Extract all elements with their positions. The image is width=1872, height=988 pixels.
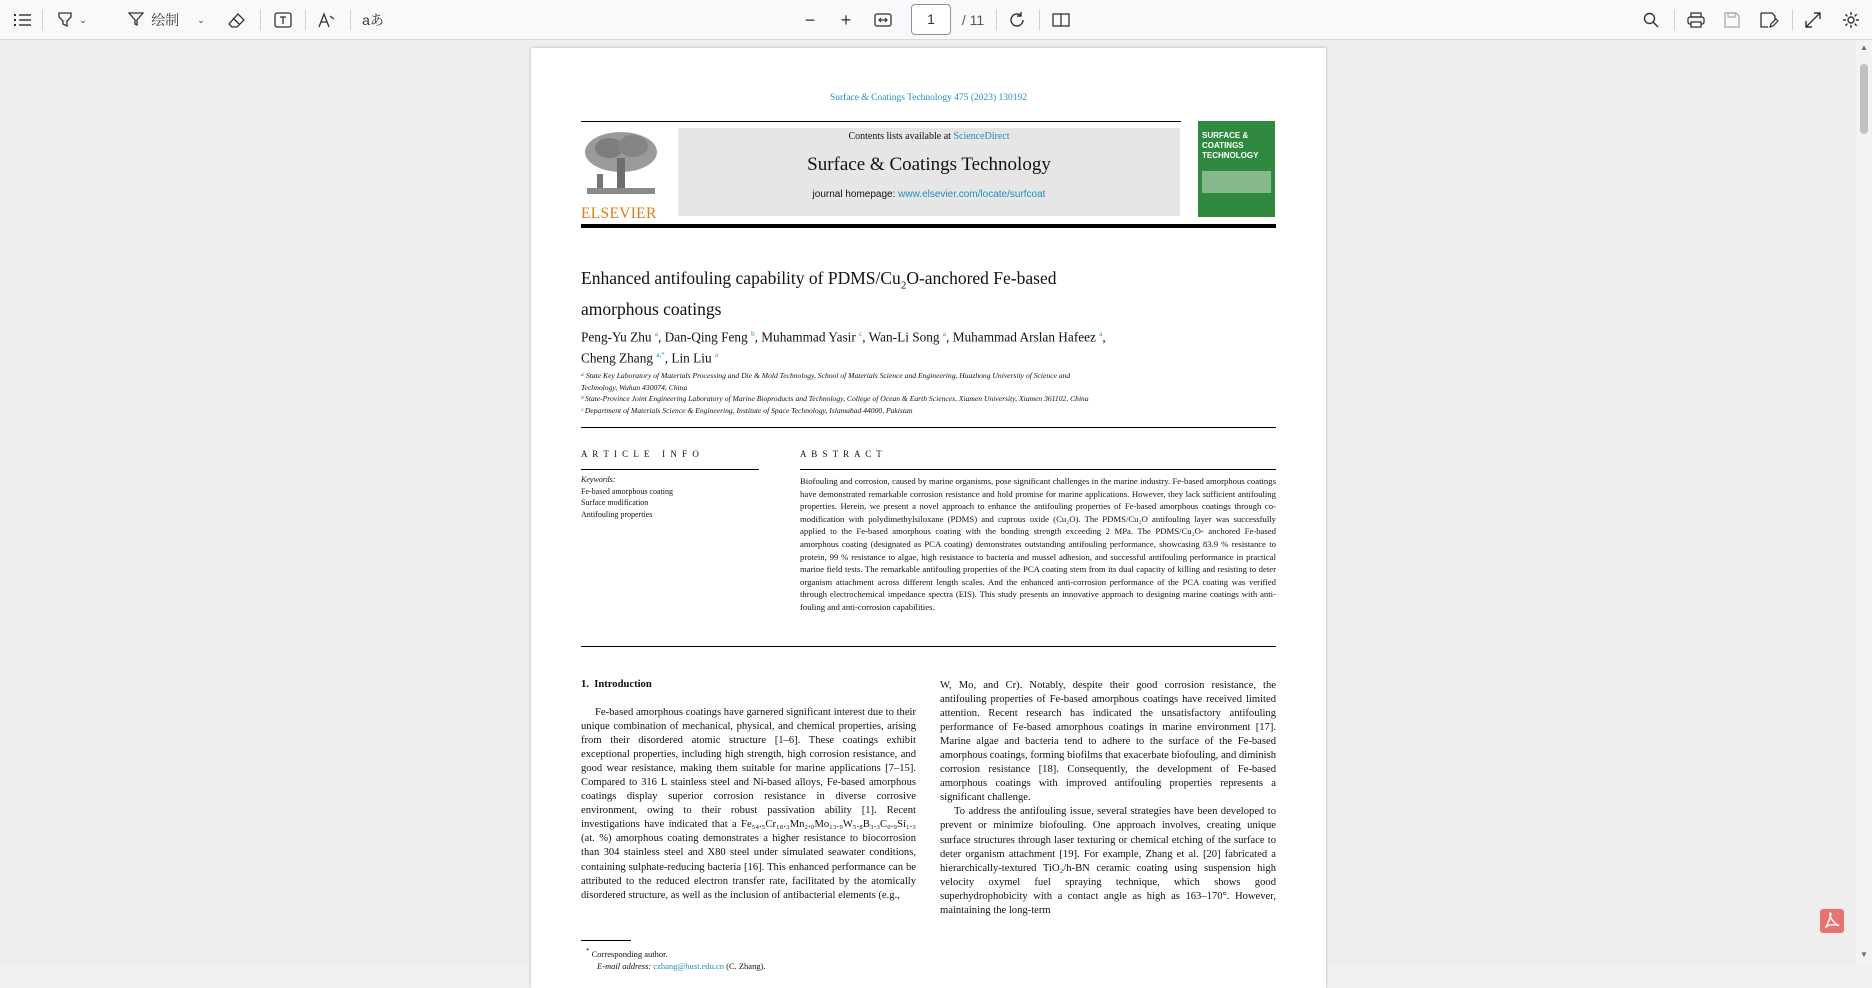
section-rule: [581, 427, 1276, 428]
journal-name: Surface & Coatings Technology: [807, 154, 1051, 175]
footnote-text: Corresponding author.: [591, 948, 668, 959]
sidebar-toggle-icon[interactable]: [10, 7, 36, 33]
author-name[interactable]: Cheng Zhang: [581, 350, 654, 366]
publisher-name: ELSEVIER: [581, 205, 657, 222]
document-viewer[interactable]: [0, 40, 1856, 971]
journal-banner: [678, 128, 1180, 216]
keyword: Fe-based amorphous coating: [581, 486, 673, 496]
author-name[interactable]: Wan-Li Song: [868, 329, 940, 345]
vertical-scrollbar[interactable]: [1856, 40, 1872, 964]
affiliation-line: ᶜ Department of Materials Science & Engineering, Institute of Space Technology, Islamabad 44000, Pakistan: [581, 405, 913, 415]
sciencedirect-link[interactable]: ScienceDirect: [953, 131, 1010, 142]
cover-image: [1202, 171, 1271, 193]
homepage-prefix: journal homepage:: [812, 189, 896, 200]
homepage-link[interactable]: www.elsevier.com/locate/surfcoat: [898, 189, 1046, 200]
search-icon[interactable]: [1638, 7, 1664, 33]
author-name[interactable]: Muhammad Arslan Hafeez: [952, 329, 1096, 345]
page-total: / 11: [961, 12, 985, 28]
footnote-rule: [581, 940, 631, 941]
cover-title: SURFACE & COATINGS TECHNOLOGY: [1202, 131, 1259, 160]
keywords-block: [581, 474, 673, 520]
email-label: E-mail address:: [597, 960, 652, 971]
author-list: Peng-Yu Zhu $^a$, Dan-Qing Feng $^b$, Muhammad Yasir $^c$, Wan-Li Song $^a$, Muhammad Arslan Hafeez $^a$, Cheng Zhang $^{a,*}$, Lin Liu $^a$: [581, 329, 1106, 366]
section-heading: 1. Introduction: [581, 679, 652, 690]
scrollbar-thumb[interactable]: [1860, 64, 1868, 134]
fullscreen-icon[interactable]: [1800, 7, 1826, 33]
save-icon[interactable]: [1719, 7, 1745, 33]
eraser-icon[interactable]: [224, 7, 250, 33]
abstract-text: Biofouling and corrosion, caused by marine organisms, pose significant challenges in the marine industry. Fe-based amorphous coatings have demonstrated remarkable corrosion resistance and hold promise for marine applications. However, they lack sufficient antifouling properties. Herein, we present a novel approach to enhance the antifouling properties of Fe-based amorphous coatings through co-modification with polydimethylsiloxane (PDMS) and cuprous oxide (Cu₂O). The PDMS/Cu₂O antifouling layer was successfully applied to the Fe-based amorphous coating with the bonding strength exceeding 2 MPa. The PDMS/Cu₂O- anchored Fe-based amorphous coating (designated as PCA coating) demonstrates outstanding antifouling performance, showcasing 83.9 % resistance to protein, 99 % resistance to algae, high resistance to bacteria and mussel adhesion, and successful antifouling performance in practical marine field tests. The remarkable antifouling properties of the PCA coating stem from its dual capacity of killing and resisting to deter organism attachment across different length scales. And the enhanced anti-corrosion performance of the PCA coating was verified through electrochemical impedance spectra (EIS). This study presents an innovative approach to designing marine coatings with anti-fouling and anti-corrosion capabilities.: [800, 476, 1276, 612]
chevron-down-icon: ⌄: [197, 14, 205, 25]
draw-label: 绘制: [151, 12, 180, 28]
keyword: Antifouling properties: [581, 509, 653, 519]
zoom-in-icon[interactable]: +: [840, 9, 852, 30]
intro-paragraph: Fe-based amorphous coatings have garnered significant interest due to their unique combination of mechanical, physical, and chemical properties, arising from their disordered atomic structure [1–6]. These coatings exhibit exceptional properties, including high strength, high corrosion resistance, and good wear resistance, making them suitable for marine applications [7–15]. Compared to 316 L stainless steel and Ni-based alloys, Fe-based amorphous coatings display superior corrosion resistance in diverse corrosive environment, owing to their robust passivation ability [1]. Recent investigations have indicated that a Fe₅₄.₅Cr₁₈.₃Mn₂.₀Mo₁₃.₉W₅.₈B₃.₃C₀.₉Si₁.₃ (at. %) amorphous coating demonstrates a higher resistance to biocorrosion than 304 stainless steel and X80 steel under simulated seawater conditions, containing sulphate-reducing bacteria [16]. This enhanced performance can be attributed to the reduced electron transfer rate, facilitated by the atomically disordered structure, as well as the inclusion of antibacterial elements (e.g.,: [581, 707, 916, 901]
text-style-icon[interactable]: [314, 7, 340, 33]
draw-tool-button[interactable]: [122, 7, 210, 33]
header-thick-rule: [581, 224, 1276, 228]
page-number-input[interactable]: 1: [911, 4, 951, 35]
journal-cover: [1198, 121, 1275, 217]
pdf-app-icon[interactable]: [1820, 909, 1844, 933]
affiliation-line: Technology, Wuhan 430074, China: [581, 382, 688, 392]
print-icon[interactable]: [1683, 7, 1709, 33]
highlight-icon: [57, 11, 73, 30]
abstract-rule: [800, 469, 1276, 470]
fit-page-icon[interactable]: [870, 7, 896, 33]
scroll-down-icon[interactable]: ▼: [1860, 950, 1868, 959]
text-box-icon[interactable]: [270, 7, 296, 33]
translate-icon[interactable]: aあ: [362, 12, 384, 28]
author-name[interactable]: Peng-Yu Zhu: [581, 329, 652, 345]
journal-reference: Surface & Coatings Technology 475 (2023) 130192: [829, 93, 1028, 103]
rotate-icon[interactable]: [1004, 7, 1030, 33]
pdf-toolbar: [0, 0, 1872, 40]
highlight-tool-button[interactable]: [52, 7, 92, 33]
scroll-up-icon[interactable]: ▲: [1860, 43, 1868, 52]
article-title: Enhanced antifouling capability of PDMS/$Cu_2O$-anchored Fe-based amorphous coatings: [581, 268, 1057, 319]
zoom-out-icon[interactable]: −: [804, 9, 816, 30]
author-name[interactable]: Muhammad Yasir: [761, 329, 856, 345]
header-rule: [581, 121, 1181, 122]
abstract-heading: A B S T R A C T: [800, 449, 884, 459]
author-name[interactable]: Dan-Qing Feng: [664, 329, 748, 345]
edit-save-icon[interactable]: [1756, 7, 1782, 33]
draw-icon: [127, 11, 145, 30]
author-name[interactable]: Lin Liu: [671, 350, 712, 366]
chevron-down-icon: ⌄: [79, 14, 87, 25]
intro-column-right: [940, 679, 1276, 918]
article-info-rule: [581, 469, 759, 470]
contents-prefix: Contents lists available at: [848, 131, 951, 142]
settings-icon[interactable]: [1838, 7, 1864, 33]
affiliation-line: ᵃ State Key Laboratory of Materials Processing and Die & Mold Technology, School of Materials Science and Engineering, Huazhong University of Science and: [581, 371, 1071, 380]
elsevier-logo: [581, 130, 661, 225]
keyword: Surface modification: [581, 498, 649, 507]
contents-line: [678, 131, 1180, 142]
pdf-page: [531, 48, 1326, 988]
keywords-label: Keywords:: [581, 475, 616, 484]
affiliation-line: ᵇ State-Province Joint Engineering Laboratory of Marine Bioproducts and Technology, College of Ocean & Earth Sciences, Xiamen University, Xiamen 361102, China: [581, 394, 1089, 403]
footnote: * Corresponding author. E-mail address: czhang@hust.edu.cn (C. Zhang).: [586, 947, 766, 971]
homepage-line: [678, 189, 1180, 200]
intro-column-left: [581, 706, 916, 903]
intro-paragraph: To address the antifouling issue, several strategies have been developed to prevent or minimize biofouling. One approach involves, creating unique surface structures through laser texturing or chemical etching of the surface to deter organism attachment [19]. For example, Zhang et al. [20] fabricated a hierarchically-textured TiO₂/h-BN ceramic coating using suspension high velocity oxymel fuel spraying technique, which shows good superhydrophobicity with a contact angle as high as 163–170°. However, maintaining the long-term: [940, 806, 1276, 916]
email-link[interactable]: czhang@hust.edu.cn: [653, 960, 724, 971]
affiliations: [581, 370, 1201, 416]
intro-paragraph: W, Mo, and Cr). Notably, despite their good corrosion resistance, the antifouling properties of Fe-based amorphous coatings have received limited attention. Recent research has indicated the unsatisfactory antifouling performance of Fe-based amorphous coatings in marine environment [17]. Marine algae and bacteria tend to adhere to the surface of the Fe-based amorphous coatings, forming biofilms that exacerbate biofouling, and diminish corrosion resistance [18]. Consequently, the development of Fe-based amorphous coatings with improved antifouling properties represents a significant challenge.: [940, 680, 1276, 804]
page-view-icon[interactable]: [1048, 7, 1074, 33]
article-info-heading: A R T I C L E I N F O: [581, 449, 701, 459]
abstract-end-rule: [581, 646, 1276, 647]
